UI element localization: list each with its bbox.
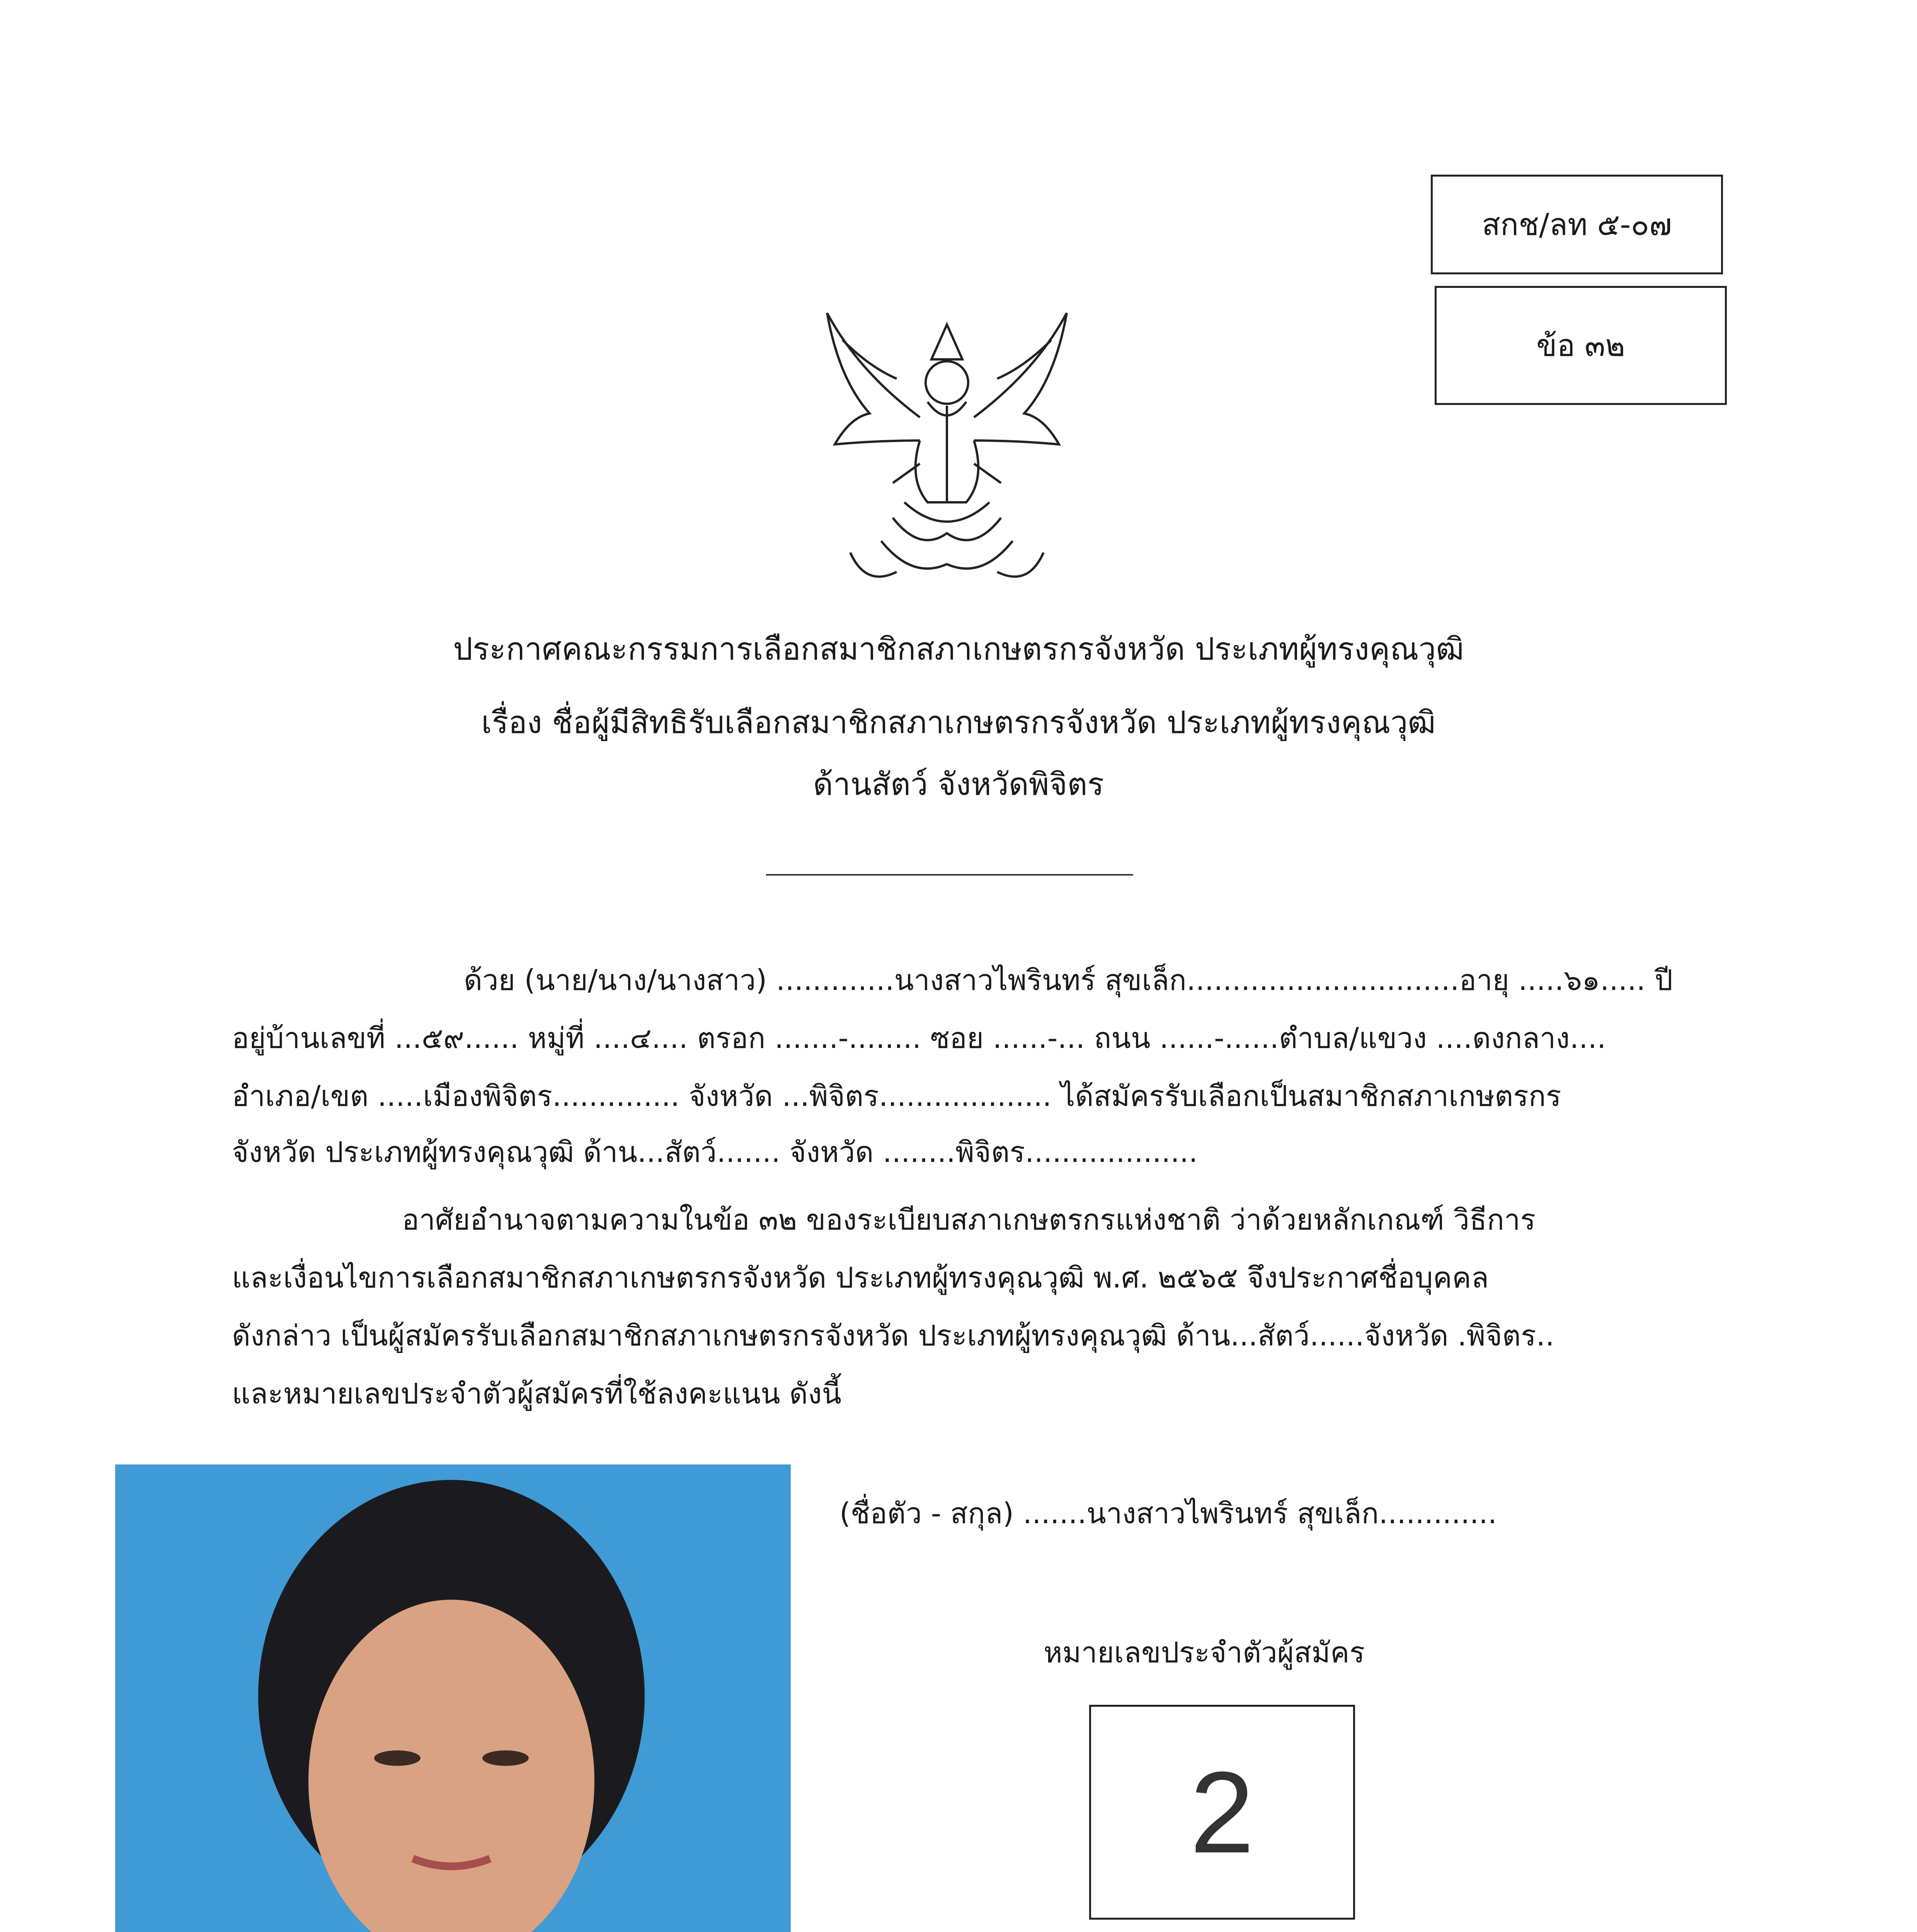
clause-label: ข้อ ๓๒ [1536,328,1625,363]
candidate-number: 2 [1190,1747,1255,1877]
body-para-line-4: และหมายเลขประจำตัวผู้สมัครที่ใช้ลงคะแนน ดังนี้ [232,1377,842,1410]
header-line3: ด้านสัตว์ จังหวัดพิจิตร [813,766,1104,802]
clause-box [1435,286,1727,405]
form-code-box [1431,175,1723,274]
body-line-3: อำเภอ/เขต .....เมืองพิจิตร.............. จังหวัด ...พิจิตร................... ได้สมัครรับเลือกเป็นสมาชิกสภาเกษตรกร [232,1080,1561,1113]
body-line-2: อยู่บ้านเลขที่ ...๕๙...... หมู่ที่ ....๔.... ตรอก .......-........ ซอย ......-... ถนน ......-......ตำบล/แขวง ....ดงกลาง.... [232,1022,1606,1055]
candidate-name-line: (ชื่อตัว - สกุล) .......นางสาวไพรินทร์ สุขเล็ก............. [839,1497,1497,1530]
body-line-4: จังหวัด ประเภทผู้ทรงคุณวุฒิ ด้าน...สัตว์....... จังหวัด ........พิจิตร................... [232,1136,1198,1169]
header-divider [766,874,1133,876]
body-para-line-2: และเงื่อนไขการเลือกสมาชิกสภาเกษตรกรจังหวัด ประเภทผู้ทรงคุณวุฒิ พ.ศ. ๒๕๖๕ จึงประกาศชื่อบุคคล [232,1261,1489,1294]
candidate-number-box [1089,1705,1355,1920]
header-line1: ประกาศคณะกรรมการเลือกสมาชิกสภาเกษตรกรจังหวัด ประเภทผู้ทรงคุณวุฒิ [453,631,1464,667]
form-code: สกช/ลท ๕-๐๗ [1482,207,1672,242]
garuda-emblem-icon [804,301,1090,595]
candidate-number-label: หมายเลขประจำตัวผู้สมัคร [1044,1636,1365,1669]
body-line-1: ด้วย (นาย/นาง/นางสาว) .............นางสาวไพรินทร์ สุขเล็ก..............................อายุ .....๖๑..... ปี [464,964,1673,997]
candidate-photo [115,1464,791,1932]
body-para-line-3: ดังกล่าว เป็นผู้สมัครรับเลือกสมาชิกสภาเกษตรกรจังหวัด ประเภทผู้ทรงคุณวุฒิ ด้าน...สัตว์......จังหวัด .พิจิตร.. [232,1319,1554,1352]
header-line2: เรื่อง ชื่อผู้มีสิทธิรับเลือกสมาชิกสภาเกษตรกรจังหวัด ประเภทผู้ทรงคุณวุฒิ [481,704,1436,740]
body-para-line-1: อาศัยอำนาจตามความในข้อ ๓๒ ของระเบียบสภาเกษตรกรแห่งชาติ ว่าด้วยหลักเกณฑ์ วิธีการ [402,1203,1536,1236]
